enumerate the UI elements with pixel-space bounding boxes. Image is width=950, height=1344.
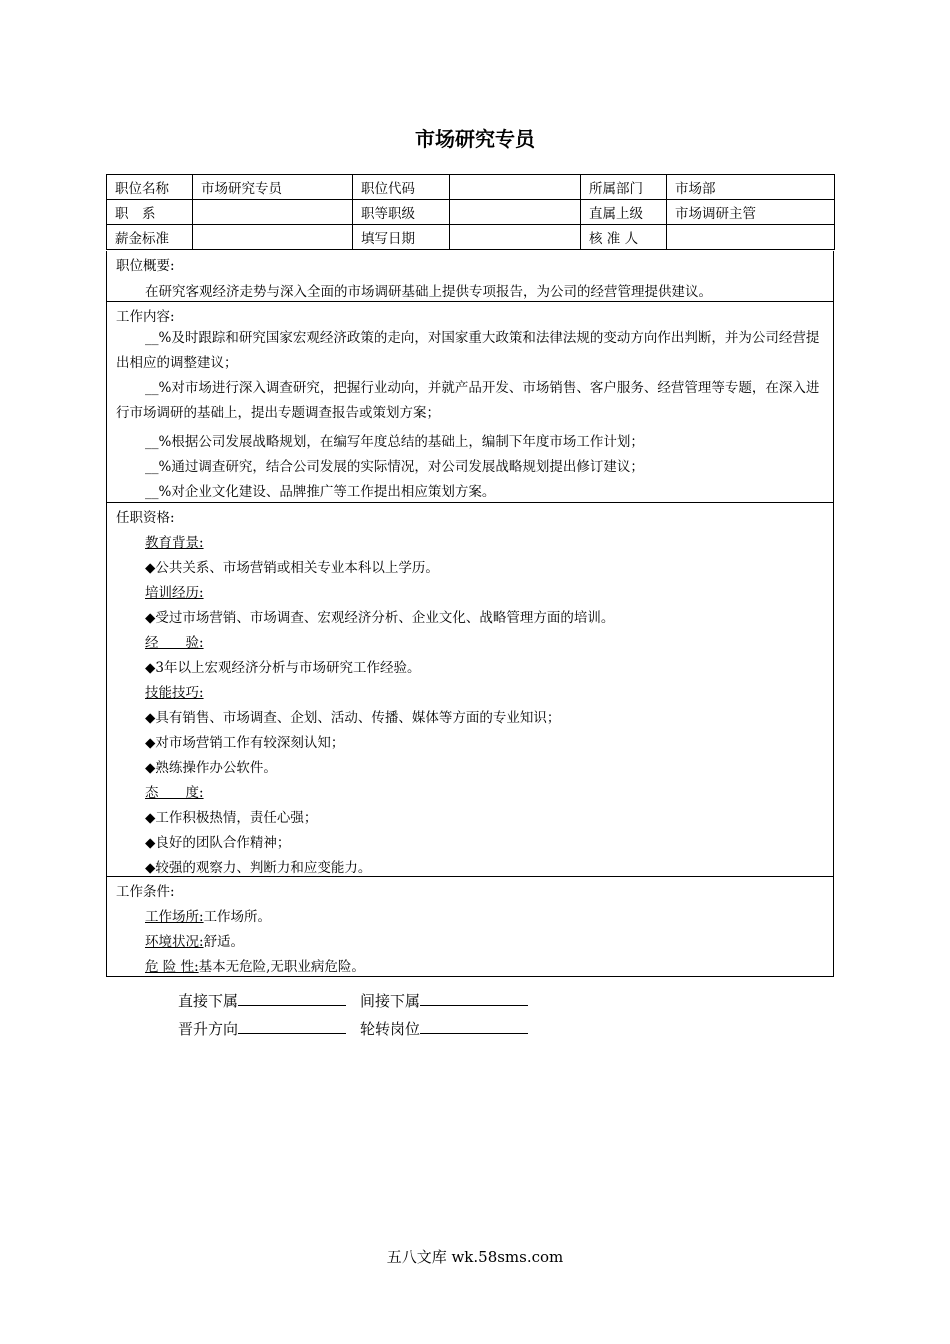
direct-subordinate-label: 直接下属 bbox=[178, 992, 239, 1010]
workplace-value: 工作场所。 bbox=[203, 909, 272, 925]
rotation-label: 轮转岗位 bbox=[360, 1020, 421, 1038]
education-label: 教育背景: bbox=[145, 535, 204, 551]
experience-label: 经 验: bbox=[145, 635, 204, 651]
education-text: ◆公共关系、市场营销或相关专业本科以上学历。 bbox=[145, 560, 439, 576]
experience-text: ◆3年以上宏观经济分析与市场研究工作经验。 bbox=[145, 660, 421, 676]
duty-item: __%及时跟踪和研究国家宏观经济政策的走向，对国家重大政策和法律法规的变动方向作出判断，并为公司经营提出相应的调整建议； bbox=[116, 330, 820, 371]
training-label: 培训经历: bbox=[145, 585, 204, 601]
attitude-item: ◆较强的观察力、判断力和应变能力。 bbox=[145, 860, 372, 876]
value-position-name: 市场研究专员 bbox=[193, 175, 353, 200]
workplace-label: 工作场所: bbox=[145, 909, 204, 925]
value-job-grade bbox=[450, 200, 581, 225]
danger-value: 基本无危险,无职业病危险。 bbox=[198, 959, 365, 975]
conditions-heading: 工作条件: bbox=[116, 884, 175, 900]
overview-heading: 职位概要: bbox=[116, 258, 175, 274]
table-row bbox=[107, 175, 835, 200]
career-line bbox=[178, 1018, 542, 1039]
workplace-line bbox=[145, 905, 271, 925]
label-department: 所属部门 bbox=[581, 175, 667, 200]
promotion-label: 晋升方向 bbox=[178, 1020, 239, 1038]
label-salary: 薪金标准 bbox=[107, 225, 193, 250]
page-title: 市场研究专员 bbox=[415, 127, 535, 151]
label-fill-date: 填写日期 bbox=[353, 225, 450, 250]
label-position-code: 职位代码 bbox=[353, 175, 450, 200]
value-supervisor: 市场调研主管 bbox=[667, 200, 835, 225]
promotion-blank[interactable] bbox=[238, 1019, 346, 1034]
environment-value: 舒适。 bbox=[203, 934, 245, 950]
direct-subordinate-blank[interactable] bbox=[238, 991, 346, 1006]
conditions-section bbox=[106, 877, 834, 977]
duty-item: __%通过调查研究，结合公司发展的实际情况，对公司发展战略规划提出修订建议； bbox=[145, 459, 644, 475]
duty-item: __%对市场进行深入调查研究，把握行业动向，并就产品开发、市场销售、客户服务、经营管理等专题，在深入进行市场调研的基础上，提出专题调查报告或策划方案； bbox=[116, 380, 820, 421]
label-approver: 核 准 人 bbox=[581, 225, 667, 250]
qualifications-heading: 任职资格: bbox=[116, 510, 175, 526]
value-approver bbox=[667, 225, 835, 250]
label-job-series: 职 系 bbox=[107, 200, 193, 225]
value-position-code bbox=[450, 175, 581, 200]
position-info-table bbox=[106, 174, 835, 250]
value-department: 市场部 bbox=[667, 175, 835, 200]
rotation-blank[interactable] bbox=[420, 1019, 528, 1034]
duties-section bbox=[106, 302, 834, 503]
subordinates-line bbox=[178, 990, 542, 1011]
indirect-subordinate-label: 间接下属 bbox=[360, 992, 421, 1010]
environment-line bbox=[145, 930, 244, 950]
skill-item: ◆具有销售、市场调查、企划、活动、传播、媒体等方面的专业知识； bbox=[145, 710, 561, 726]
duties-heading: 工作内容: bbox=[116, 309, 175, 325]
label-job-grade: 职等职级 bbox=[353, 200, 450, 225]
footer-watermark: 五八文库 wk.58sms.com bbox=[386, 1248, 564, 1266]
skills-label: 技能技巧: bbox=[145, 685, 204, 701]
attitude-label: 态 度: bbox=[145, 785, 204, 801]
label-supervisor: 直属上级 bbox=[581, 200, 667, 225]
indirect-subordinate-blank[interactable] bbox=[420, 991, 528, 1006]
value-job-series bbox=[193, 200, 353, 225]
skill-item: ◆熟练操作办公软件。 bbox=[145, 760, 277, 776]
duty-item: __%对企业文化建设、品牌推广等工作提出相应策划方案。 bbox=[145, 484, 496, 500]
training-text: ◆受过市场营销、市场调查、宏观经济分析、企业文化、战略管理方面的培训。 bbox=[145, 610, 615, 626]
qualifications-section bbox=[106, 503, 834, 877]
environment-label: 环境状况: bbox=[145, 934, 204, 950]
danger-line bbox=[145, 955, 365, 975]
label-position-name: 职位名称 bbox=[107, 175, 193, 200]
attitude-item: ◆良好的团队合作精神； bbox=[145, 835, 291, 851]
value-salary bbox=[193, 225, 353, 250]
table-row bbox=[107, 225, 835, 250]
danger-label: 危 险 性: bbox=[145, 959, 199, 975]
value-fill-date bbox=[450, 225, 581, 250]
table-row bbox=[107, 200, 835, 225]
attitude-item: ◆工作积极热情，责任心强； bbox=[145, 810, 318, 826]
overview-text: 在研究客观经济走势与深入全面的市场调研基础上提供专项报告，为公司的经营管理提供建议。 bbox=[145, 284, 712, 300]
skill-item: ◆对市场营销工作有较深刻认知； bbox=[145, 735, 345, 751]
duty-item: __%根据公司发展战略规划，在编写年度总结的基础上，编制下年度市场工作计划； bbox=[145, 434, 644, 450]
overview-section bbox=[106, 251, 834, 302]
